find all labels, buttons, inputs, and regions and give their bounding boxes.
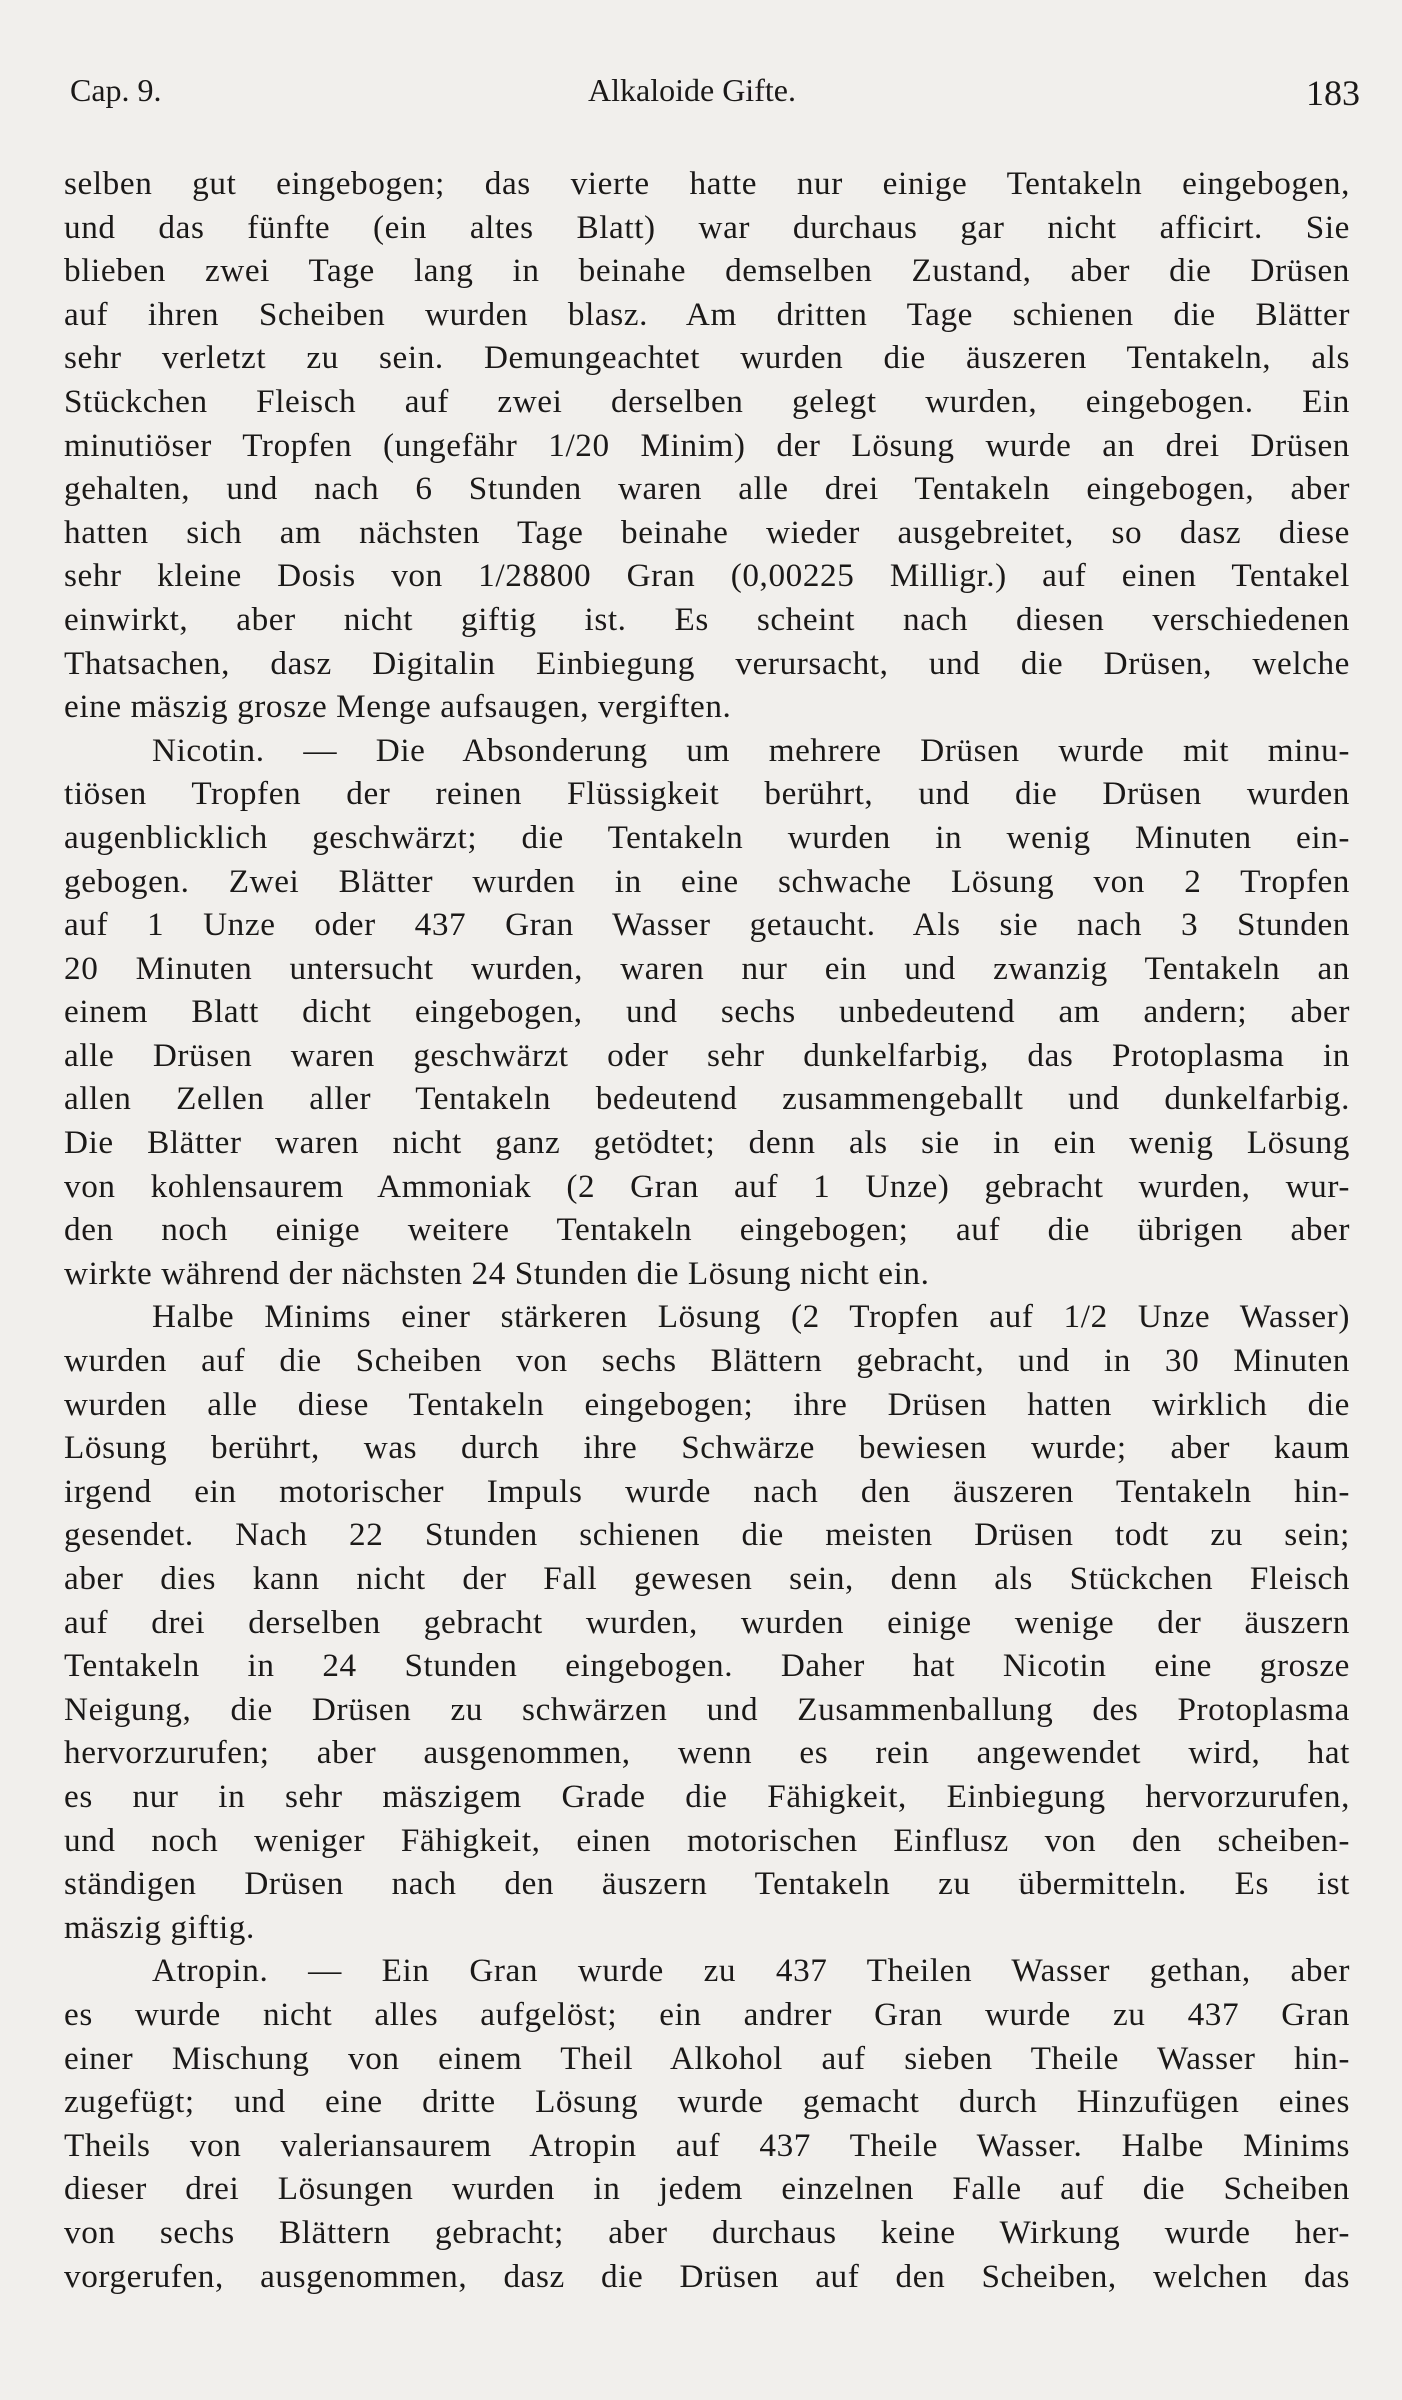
text-line: eine mäszig grosze Menge aufsaugen, vergiften. xyxy=(64,688,732,726)
text-line: aber dies kann nicht der Fall gewesen sein, denn als Stückchen Fleisch xyxy=(64,1560,1350,1597)
text-line: Neigung, die Drüsen zu schwärzen und Zusammenballung des Protoplasma xyxy=(64,1690,1350,1728)
text-line: einer Mischung von einem Theil Alkohol auf sieben Theile Wasser hin- xyxy=(64,2039,1350,2077)
text-line: hatten sich am nächsten Tage beinahe wieder ausgebreitet, so dasz diese xyxy=(64,513,1350,551)
text-line: augenblicklich geschwärzt; die Tentakeln wurden in wenig Minuten ein- xyxy=(64,818,1350,856)
text-line: zugefügt; und eine dritte Lösung wurde gemacht durch Hinzufügen eines xyxy=(64,2083,1350,2121)
text-line: auf 1 Unze oder 437 Gran Wasser getaucht. Als sie nach 3 Stunden xyxy=(64,906,1350,944)
text-line: gebogen. Zwei Blätter wurden in eine schwache Lösung von 2 Tropfen xyxy=(64,862,1350,900)
text-line: 20 Minuten untersucht wurden, waren nur ein und zwanzig Tentakeln an xyxy=(64,949,1350,987)
text-line: selben gut eingebogen; das vierte hatte nur einige Tentakeln eingebogen, xyxy=(64,165,1350,202)
text-line: mäszig giftig. xyxy=(64,1908,255,1946)
text-line: und noch weniger Fähigkeit, einen motorischen Einflusz von den scheiben- xyxy=(64,1821,1350,1859)
text-line: Stückchen Fleisch auf zwei derselben gelegt wurden, eingebogen. Ein xyxy=(64,382,1350,420)
text-line: blieben zwei Tage lang in beinahe demselben Zustand, aber die Drüsen xyxy=(64,252,1350,290)
text-line: sehr verletzt zu sein. Demungeachtet wurden die äuszeren Tentakeln, als xyxy=(64,339,1350,377)
text-line: wirkte während der nächsten 24 Stunden die Lösung nicht ein. xyxy=(64,1254,930,1292)
text-line: wurden alle diese Tentakeln eingebogen; ihre Drüsen hatten wirklich die xyxy=(64,1385,1350,1423)
text-line: wurden auf die Scheiben von sechs Blättern gebracht, und in 30 Minuten xyxy=(64,1342,1350,1380)
text-line: Theils von valeriansaurem Atropin auf 437 Theile Wasser. Halbe Minims xyxy=(64,2126,1350,2164)
text-line: allen Zellen aller Tentakeln bedeutend zusammengeballt und dunkelfarbig. xyxy=(64,1080,1350,1118)
text-line: einem Blatt dicht eingebogen, und sechs unbedeutend am andern; aber xyxy=(64,993,1350,1031)
text-line: und das fünfte (ein altes Blatt) war durchaus gar nicht afficirt. Sie xyxy=(64,208,1350,246)
text-line: gehalten, und nach 6 Stunden waren alle drei Tentakeln eingebogen, aber xyxy=(64,470,1350,508)
body-text xyxy=(64,162,1350,2298)
text-line: Atropin. — Ein Gran wurde zu 437 Theilen Wasser gethan, aber xyxy=(152,1952,1350,1990)
chapter-label: Cap. 9. xyxy=(70,72,162,108)
text-line: alle Drüsen waren geschwärzt oder sehr dunkelfarbig, das Protoplasma in xyxy=(64,1036,1350,1074)
text-line: auf ihren Scheiben wurden blasz. Am dritten Tage schienen die Blätter xyxy=(64,295,1350,333)
text-line: irgend ein motorischer Impuls wurde nach den äuszeren Tentakeln hin- xyxy=(64,1472,1350,1510)
text-line: vorgerufen, ausgenommen, dasz die Drüsen auf den Scheiben, welchen das xyxy=(64,2257,1350,2295)
text-line: minutiöser Tropfen (ungefähr 1/20 Minim) der Lösung wurde an drei Drüsen xyxy=(64,426,1350,464)
running-title: Alkaloide Gifte. xyxy=(588,72,796,108)
text-line: dieser drei Lösungen wurden in jedem einzelnen Falle auf die Scheiben xyxy=(64,2170,1350,2208)
text-line: einwirkt, aber nicht giftig ist. Es scheint nach diesen verschiedenen xyxy=(64,600,1350,638)
text-line: tiösen Tropfen der reinen Flüssigkeit berührt, und die Drüsen wurden xyxy=(64,775,1350,813)
text-line: es nur in sehr mäszigem Grade die Fähigkeit, Einbiegung hervorzurufen, xyxy=(64,1777,1350,1815)
text-line: von kohlensaurem Ammoniak (2 Gran auf 1 Unze) gebracht wurden, wur- xyxy=(64,1167,1350,1205)
text-line: ständigen Drüsen nach den äuszern Tentakeln zu übermitteln. Es ist xyxy=(64,1865,1350,1903)
text-line: Nicotin. — Die Absonderung um mehrere Drüsen wurde mit minu- xyxy=(152,731,1350,769)
text-line: sehr kleine Dosis von 1/28800 Gran (0,00225 Milligr.) auf einen Tentakel xyxy=(64,557,1350,595)
text-line: den noch einige weitere Tentakeln eingebogen; auf die übrigen aber xyxy=(64,1211,1350,1249)
text-line: Thatsachen, dasz Digitalin Einbiegung verursacht, und die Drüsen, welche xyxy=(64,644,1350,682)
page-number: 183 xyxy=(1306,73,1360,113)
text-line: Halbe Minims einer stärkeren Lösung (2 Tropfen auf 1/2 Unze Wasser) xyxy=(152,1298,1350,1336)
running-header xyxy=(70,72,1360,124)
text-line: hervorzurufen; aber ausgenommen, wenn es rein angewendet wird, hat xyxy=(64,1734,1350,1772)
text-line: von sechs Blättern gebracht; aber durchaus keine Wirkung wurde her- xyxy=(64,2213,1350,2251)
text-line: Die Blätter waren nicht ganz getödtet; denn als sie in ein wenig Lösung xyxy=(64,1124,1350,1162)
text-line: es wurde nicht alles aufgelöst; ein andrer Gran wurde zu 437 Gran xyxy=(64,1995,1350,2033)
text-line: Lösung berührt, was durch ihre Schwärze bewiesen wurde; aber kaum xyxy=(64,1429,1350,1467)
text-line: Tentakeln in 24 Stunden eingebogen. Daher hat Nicotin eine grosze xyxy=(64,1647,1350,1685)
text-line: gesendet. Nach 22 Stunden schienen die meisten Drüsen todt zu sein; xyxy=(64,1516,1350,1554)
text-line: auf drei derselben gebracht wurden, wurden einige wenige der äuszern xyxy=(64,1603,1350,1641)
